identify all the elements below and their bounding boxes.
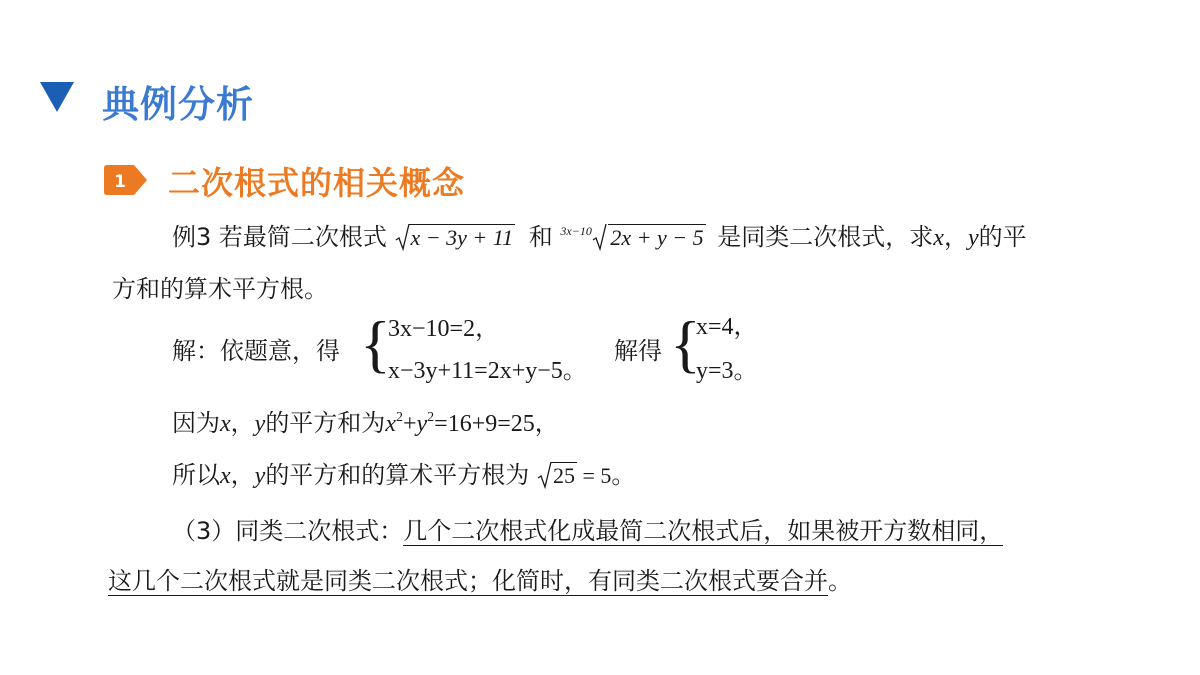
- radical-1-radicand: x − 3y + 11: [410, 225, 514, 250]
- var-x: x: [933, 225, 944, 251]
- because-x: x: [220, 411, 231, 437]
- solution-solved-label: 解得: [614, 337, 662, 365]
- topic-title: 二次根式的相关概念: [168, 164, 466, 202]
- example-line-2: 方和的算术平方根。: [112, 275, 328, 303]
- radical-1: [395, 222, 516, 253]
- topic-number: 1: [114, 172, 126, 192]
- radical-1-sign-icon: [395, 222, 411, 252]
- concept-line-2: [108, 566, 852, 596]
- because-line: [172, 408, 559, 439]
- example-prefix: 例3 若最简二次根式: [172, 223, 387, 251]
- solution-intro: 解：依题意，得: [172, 337, 340, 365]
- result-x: x=4，: [696, 314, 758, 340]
- radical-2-radicand: 2x + y − 5: [610, 225, 704, 250]
- expr-result: =16+9=25，: [434, 411, 559, 437]
- radical-3: [537, 460, 577, 491]
- therefore-line: [172, 460, 635, 491]
- topic-number-badge: [104, 165, 148, 195]
- radical-2-sign-icon: [592, 222, 608, 252]
- section-triangle-icon: [40, 82, 74, 112]
- expr-x-exponent: 2: [395, 410, 403, 425]
- because-prefix: 因为: [172, 409, 220, 437]
- example-mid: 是同类二次根式，求: [717, 223, 934, 251]
- example-conj: 和: [528, 223, 553, 251]
- expr-y: y: [416, 411, 428, 437]
- concept-label: （3）同类二次根式：: [172, 517, 404, 545]
- concept-end: 。: [828, 567, 852, 595]
- concept-line-1: [172, 516, 1003, 546]
- section-title: 典例分析: [102, 83, 254, 126]
- system-eq-2: x−3y+11=2x+y−5。: [388, 358, 587, 384]
- concept-definition-2: 这几个二次根式就是同类二次根式；化简时，有同类二次根式要合并: [108, 567, 828, 595]
- therefore-end: 。: [611, 461, 636, 489]
- radical-2: [560, 222, 705, 253]
- expr-x: x: [385, 411, 396, 437]
- var-y: y: [967, 225, 979, 251]
- example-line-1: [172, 222, 1027, 253]
- left-brace-1: {: [360, 308, 391, 379]
- because-comma: ，: [230, 409, 255, 437]
- therefore-comma: ，: [230, 461, 255, 489]
- radical-3-radicand: 25: [552, 463, 575, 488]
- system-eq-1: 3x−10=2，: [388, 316, 500, 342]
- left-brace-2: {: [670, 308, 701, 379]
- comma: ，: [943, 223, 968, 251]
- example-tail: 的平: [978, 223, 1027, 251]
- therefore-prefix: 所以: [172, 461, 220, 489]
- therefore-x: x: [220, 463, 231, 489]
- expr-plus: +: [402, 411, 417, 437]
- therefore-mid: 的平方和的算术平方根为: [265, 461, 530, 489]
- concept-definition-1: 几个二次根式化成最简二次根式后，如果被开方数相同，: [403, 517, 1004, 545]
- therefore-eq: = 5: [576, 463, 612, 488]
- because-y: y: [254, 411, 266, 437]
- because-mid: 的平方和为: [265, 409, 386, 437]
- therefore-y: y: [254, 463, 266, 489]
- result-y: y=3。: [696, 358, 758, 384]
- expr-y-exponent: 2: [427, 410, 435, 425]
- radical-3-sign-icon: [537, 460, 553, 490]
- radical-2-index: 3x−10: [560, 224, 592, 238]
